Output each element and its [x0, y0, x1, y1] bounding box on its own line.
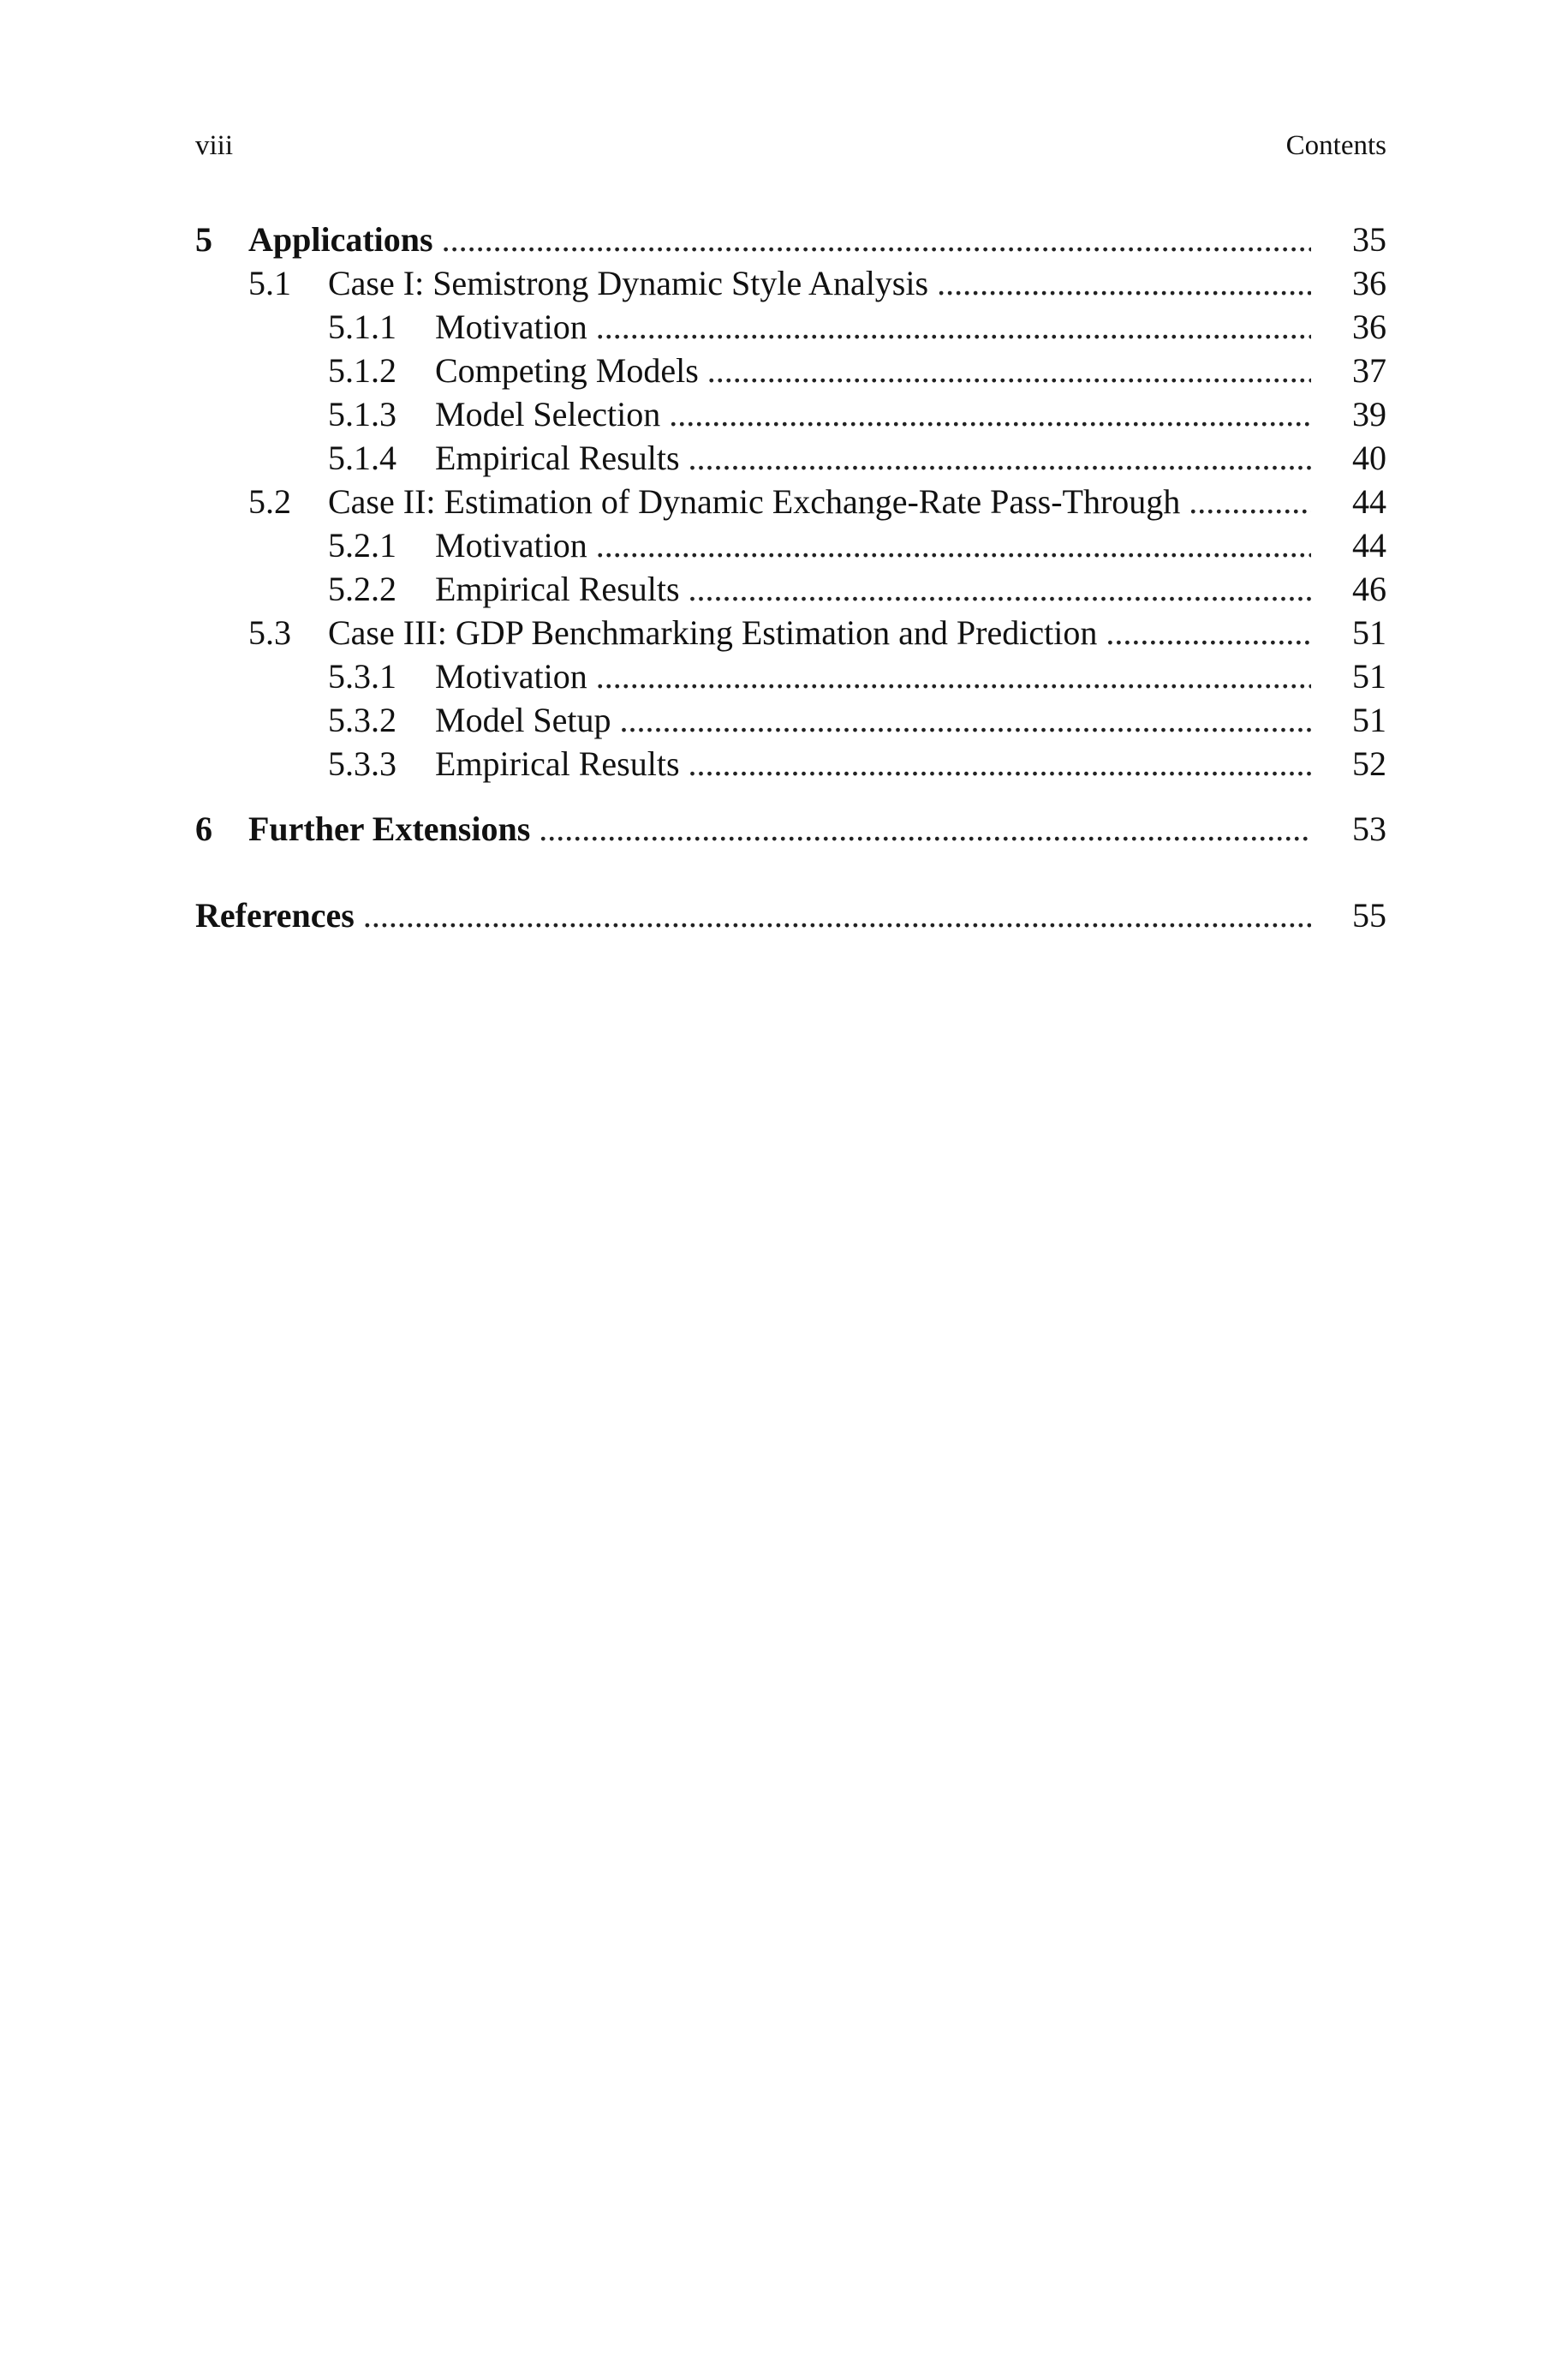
toc-entry-number: 5.1.4 [328, 439, 396, 477]
running-title: Contents [1285, 130, 1386, 161]
dot-leader [596, 305, 1311, 349]
toc-entry-number: 5 [195, 220, 212, 259]
toc-entry-page: 46 [1352, 570, 1386, 608]
toc-entry-line [435, 654, 1386, 698]
toc-subsection-entry[interactable] [195, 523, 1386, 567]
toc-entry-line [435, 349, 1386, 392]
toc-entry-title: Competing Models [435, 351, 699, 390]
toc-subsection-entry[interactable] [195, 305, 1386, 349]
toc-entry-title: Model Selection [435, 395, 661, 433]
toc-entry-line [435, 523, 1386, 567]
toc-entry-page: 51 [1352, 657, 1386, 696]
toc-entry-line [435, 567, 1386, 611]
dot-leader [620, 698, 1311, 742]
toc-entry-page: 35 [1352, 220, 1386, 259]
toc-section-entry[interactable] [195, 261, 1386, 305]
toc-entry-line [328, 480, 1386, 523]
toc-section-entry[interactable] [195, 480, 1386, 523]
toc-entry-number: 5.2.1 [328, 526, 396, 565]
toc-entry-title: Applications [248, 220, 433, 259]
toc-entry-title: Empirical Results [435, 744, 680, 783]
toc-entry-number: 5.1 [248, 264, 291, 302]
dot-leader [1106, 611, 1311, 654]
dot-leader [1189, 480, 1311, 523]
dot-leader [442, 218, 1311, 261]
toc-entry-title: Case I: Semistrong Dynamic Style Analysis [328, 264, 929, 302]
page-number: viii [195, 130, 234, 161]
toc-subsection-entry[interactable] [195, 436, 1386, 480]
toc-entry-page: 44 [1352, 482, 1386, 521]
toc-entry-page: 52 [1352, 744, 1386, 783]
dot-leader [596, 523, 1311, 567]
toc-entry-line [435, 742, 1386, 786]
toc-subsection-entry[interactable] [195, 349, 1386, 392]
toc-entry-title: Motivation [435, 308, 587, 346]
dot-leader [669, 392, 1311, 436]
toc-entry-title: Empirical Results [435, 439, 680, 477]
toc-entry-line [435, 436, 1386, 480]
toc-chapter-entry[interactable] [195, 218, 1386, 261]
dot-leader [689, 742, 1311, 786]
toc-entry-number: 5.1.1 [328, 308, 396, 346]
page-header [195, 127, 1386, 164]
toc-entry-page: 40 [1352, 439, 1386, 477]
toc-entry-number: 5.3.2 [328, 701, 396, 739]
toc-references-entry[interactable] [195, 893, 1386, 937]
toc-entry-title: References [195, 896, 355, 935]
toc-entry-title: Further Extensions [248, 810, 531, 848]
toc-entry-line [435, 698, 1386, 742]
dot-leader [689, 567, 1311, 611]
toc-subsection-entry[interactable] [195, 392, 1386, 436]
toc-entry-page: 39 [1352, 395, 1386, 433]
toc-subsection-entry[interactable] [195, 742, 1386, 786]
toc-entry-line [248, 807, 1386, 851]
toc-entry-number: 6 [195, 810, 212, 848]
dot-leader [596, 654, 1311, 698]
toc-entry-line [328, 611, 1386, 654]
toc-entry-page: 55 [1352, 896, 1386, 935]
toc-entry-title: Empirical Results [435, 570, 680, 608]
toc-entry-page: 37 [1352, 351, 1386, 390]
table-of-contents [195, 218, 1386, 937]
toc-entry-line [435, 392, 1386, 436]
dot-leader [363, 893, 1311, 937]
toc-subsection-entry[interactable] [195, 698, 1386, 742]
toc-entry-line [195, 893, 1386, 937]
toc-entry-title: Model Setup [435, 701, 611, 739]
toc-entry-number: 5.3.3 [328, 744, 396, 783]
toc-entry-page: 36 [1352, 308, 1386, 346]
toc-entry-number: 5.3 [248, 613, 291, 652]
toc-entry-title: Case II: Estimation of Dynamic Exchange-Rate Pass-Through [328, 482, 1181, 521]
toc-entry-number: 5.2 [248, 482, 291, 521]
dot-leader [937, 261, 1311, 305]
toc-subsection-entry[interactable] [195, 567, 1386, 611]
toc-entry-page: 51 [1352, 613, 1386, 652]
toc-entry-page: 44 [1352, 526, 1386, 565]
toc-entry-number: 5.1.2 [328, 351, 396, 390]
toc-chapter-entry[interactable] [195, 807, 1386, 851]
dot-leader [689, 436, 1311, 480]
toc-section-entry[interactable] [195, 611, 1386, 654]
toc-entry-page: 36 [1352, 264, 1386, 302]
toc-entry-number: 5.1.3 [328, 395, 396, 433]
toc-subsection-entry[interactable] [195, 654, 1386, 698]
toc-entry-title: Motivation [435, 526, 587, 565]
toc-entry-line [248, 218, 1386, 261]
toc-entry-page: 53 [1352, 810, 1386, 848]
toc-entry-page: 51 [1352, 701, 1386, 739]
dot-leader [539, 807, 1311, 851]
dot-leader [707, 349, 1311, 392]
toc-entry-title: Case III: GDP Benchmarking Estimation and Prediction [328, 613, 1098, 652]
toc-entry-number: 5.3.1 [328, 657, 396, 696]
toc-entry-line [328, 261, 1386, 305]
toc-entry-title: Motivation [435, 657, 587, 696]
toc-entry-number: 5.2.2 [328, 570, 396, 608]
toc-entry-line [435, 305, 1386, 349]
